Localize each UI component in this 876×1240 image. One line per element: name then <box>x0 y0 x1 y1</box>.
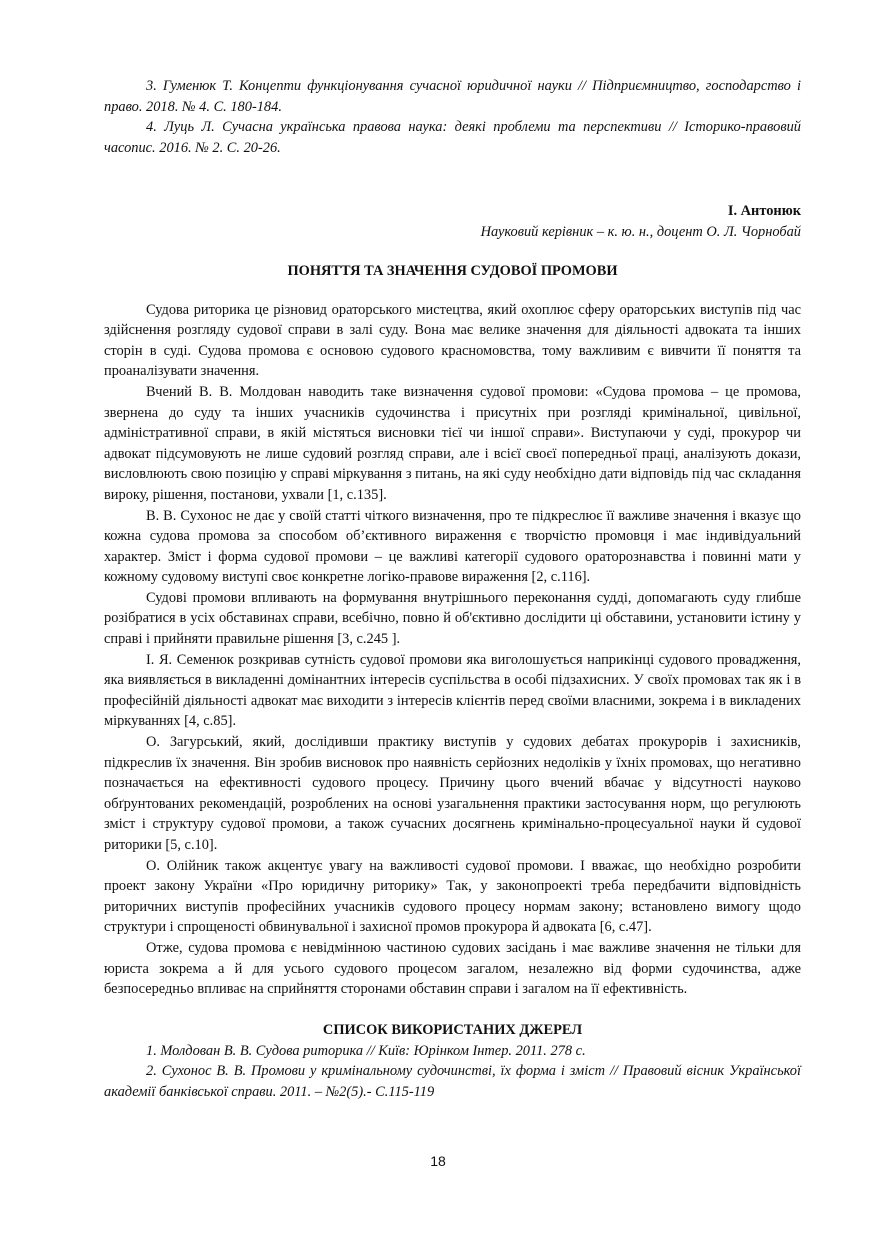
author-block <box>104 201 801 242</box>
references-list <box>104 1041 801 1103</box>
body-paragraph: О. Олійник також акцентує увагу на важливості судової промови. І вважає, що необхідно розробити проект закону України «Про юридичну риторику» Так, у законопроекті треба передбачити відповідність риторичних виступів професійних учасників судового процесу нормам закону; встановлено вимогу щодо структури і спрощеності обвинувальної і захисної промов прокурора й адвоката [6, с.47]. <box>104 857 801 936</box>
references-heading: СПИСОК ВИКОРИСТАНИХ ДЖЕРЕЛ <box>322 1021 583 1038</box>
reference-item: 4. Луць Л. Сучасна українська правова наука: деякі проблеми та перспективи // Історико-правовий часопис. 2016. № 2. С. 20-26. <box>104 119 801 156</box>
article-body <box>104 300 801 1000</box>
body-paragraph: Судові промови впливають на формування внутрішнього переконання судді, допомагають суду глибше розібратися в усіх обставинах справи, всебічно, повно й об'єктивно дослідити ці обставини, установити істину у справі і прийняти правильне рішення [3, с.245 ]. <box>104 589 801 648</box>
body-paragraph: В. В. Сухонос не дає у своїй статті чіткого визначення, про те підкреслює її важливе значення і вказує що кожна судова промова за способом об’єктивного вираження є творчістю промовця і має індивідуальний характер. Зміст і форма судової промови – це важливі категорії судового ораторознавства і повинні мати у кожному судовому виступі своє конкретне логіко-правове вираження [2, с.116]. <box>104 507 801 586</box>
body-paragraph: Отже, судова промова є невідмінною частиною судових засідань і має важливе значення не тільки для юриста зокрема а й для усього судового процесом загалом, незалежно від форми судочинства, адже безпосередньо впливає на сприйняття сторонами обставин справи і загалом на її ефективність. <box>104 939 801 998</box>
body-paragraph: Вчений В. В. Молдован наводить таке визначення судової промови: «Судова промова – це промова, звернена до суду та інших учасників судочинства і присутніх при розгляді кримінальної, цивільної, адміністративної справи, в якій містяться висновки тієї чи іншої справи». Виступаючи у суді, прокурор чи адвокат підсумовують не лише судовий розгляд справи, але і всієї своєї попередньої праці, аналізують докази, висловлюють свою позицію у справі міркування з питань, на які суду необхідно дати відповідь під час складання вироку, рішення, постанови, ухвали [1, с.135]. <box>104 383 801 503</box>
page-number: 18 <box>430 1153 446 1169</box>
supervisor-line: Науковий керівник – к. ю. н., доцент О. Л. Чорнобай <box>480 223 801 240</box>
document-page <box>104 76 801 1103</box>
reference-item: 3. Гуменюк Т. Концепти функціонування сучасної юридичної науки // Підприємництво, господарство і право. 2018. № 4. С. 180-184. <box>104 78 801 115</box>
body-paragraph: О. Загурський, який, дослідивши практику виступів у судових дебатах прокурорів і захисників, підкреслив їх значення. Він зробив висновок про наявність серйозних недоліків у їхніх промовах, що негативно позначається на ефективності судового процесу. Причину цього вчений вбачає у відсутності науково обґрунтованих рекомендацій, розроблених на основі узагальнення практики застосування норм, що регулюють зміст і структуру судової промови, а також сучасних досягнень кримінально-процесуальної науки й судової риторики [5, с.10]. <box>104 734 801 853</box>
author-name: І. Антонюк <box>727 203 801 220</box>
body-paragraph: Судова риторика це різновид ораторського мистецтва, який охоплює сферу ораторських виступів під час здійснення розгляду судової справи в залі суду. Вона має велике значення для діяльності адвоката та інших сторін в суді. Судова промова є основою судового красномовства, тому важливим є вивчити її поняття та проаналізувати значення. <box>104 301 801 380</box>
article-title: ПОНЯТТЯ ТА ЗНАЧЕННЯ СУДОВОЇ ПРОМОВИ <box>287 262 618 279</box>
reference-item: 1. Молдован В. В. Судова риторика // Київ: Юрінком Інтер. 2011. 278 с. <box>146 1042 586 1059</box>
previous-article-references <box>104 76 801 158</box>
body-paragraph: І. Я. Семенюк розкривав сутність судової промови яка виголошується наприкінці судового провадження, яка виявляється в викладенні домінантних інтересів суспільства в особі підзахисних. У своїх промовах так як і в професійній діяльності адвокат має виходити з інтересів клієнтів перед своїми власними, зокрема і в викладених міркуваннях [4, с.85]. <box>104 651 801 730</box>
reference-item: 2. Сухонос В. В. Промови у кримінальному судочинстві, їх форма і зміст // Правовий вісник Української академії банківської справи. 2011. – №2(5).- С.115-119 <box>104 1063 801 1100</box>
